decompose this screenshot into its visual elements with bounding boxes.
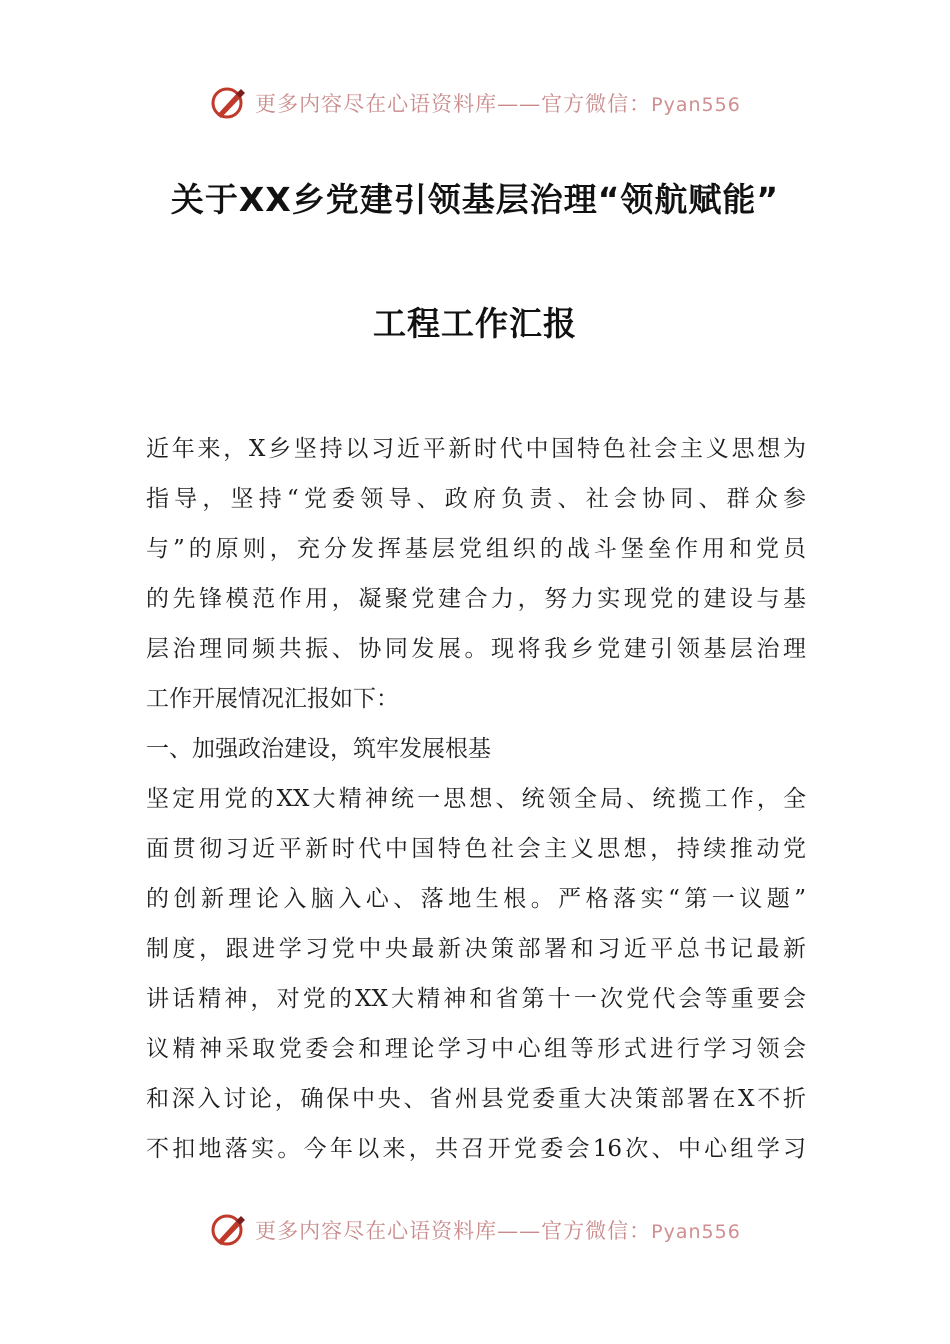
wechat-id: Pyan556 <box>651 94 741 116</box>
body-line: 和深入讨论，确保中央、省州县党委重大决策部署在X不折 <box>146 1086 806 1112</box>
body-line: 议精神采取党委会和理论学习中心组等形式进行学习领会 <box>146 1036 806 1062</box>
body-line: 的创新理论入脑入心、落地生根。严格落实“第一议题” <box>146 886 806 912</box>
watermark-banner-bottom <box>0 1205 950 1255</box>
document-title-line-1: 关于XX乡党建引领基层治理“领航赋能” <box>170 180 780 219</box>
body-line: 近年来，X乡坚持以习近平新时代中国特色社会主义思想为 <box>146 436 806 462</box>
pen-logo-icon <box>209 1210 249 1250</box>
pen-logo-icon <box>209 83 249 123</box>
body-line: 与”的原则，充分发挥基层党组织的战斗堡垒作用和党员 <box>146 536 806 562</box>
body-line: 面贯彻习近平新时代中国特色社会主义思想，持续推动党 <box>146 836 806 862</box>
watermark-text: 更多内容尽在心语资料库——官方微信：Pyan556 <box>255 1219 741 1243</box>
body-line: 制度，跟进学习党中央最新决策部署和习近平总书记最新 <box>146 936 806 962</box>
body-line: 层治理同频共振、协同发展。现将我乡党建引领基层治理 <box>146 636 806 662</box>
body-line: 不扣地落实。今年以来，共召开党委会16次、中心组学习 <box>146 1136 806 1162</box>
wechat-id: Pyan556 <box>651 1221 741 1243</box>
body-line: 讲话精神，对党的XX大精神和省第十一次党代会等重要会 <box>146 986 806 1012</box>
body-line: 坚定用党的XX大精神统一思想、统领全局、统揽工作，全 <box>146 786 806 812</box>
watermark-text: 更多内容尽在心语资料库——官方微信：Pyan556 <box>255 92 741 116</box>
watermark-banner-top <box>0 78 950 128</box>
document-title-line-2: 工程工作汇报 <box>373 304 577 343</box>
body-line: 的先锋模范作用，凝聚党建合力，努力实现党的建设与基 <box>146 586 806 612</box>
body-line: 工作开展情况汇报如下： <box>146 686 399 712</box>
body-line: 指导，坚持“党委领导、政府负责、社会协同、群众参 <box>146 486 806 512</box>
document-body <box>146 424 806 1174</box>
section-heading: 一、加强政治建设，筑牢发展根基 <box>146 736 491 762</box>
